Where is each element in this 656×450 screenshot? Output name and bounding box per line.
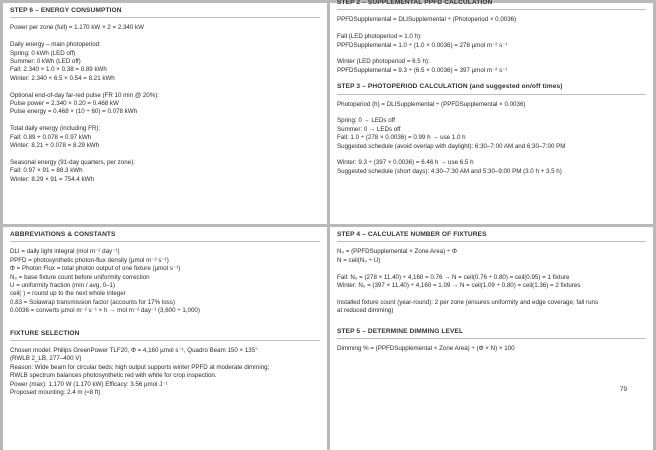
daily-energy-spring: Spring: 0 kWh (LED off) (10, 49, 76, 57)
seasonal-energy-winter: Winter: 8.29 × 91 = 754.4 kWh (10, 175, 94, 183)
fall-ppfd-calc: PPFDSupplemental = 1.0 ÷ (1.0 × 0.0036) = 278 µmol m⁻² s⁻¹ (337, 41, 508, 49)
abbreviations-heading: ABBREVIATIONS & CONSTANTS (10, 231, 320, 242)
winter-ppfd-calc: PPFDSupplemental = 9.3 ÷ (6.5 × 0.0036) = 397 µmol m⁻² s⁻¹ (337, 66, 508, 74)
pulse-energy: Pulse energy = 0.468 × (10 ÷ 60) = 0.078 kWh (10, 108, 138, 116)
ppfd-formula: PPFDSupplemental = DLISupplemental ÷ (Photoperiod × 0.0036) (337, 16, 517, 24)
seasonal-energy-fall: Fall: 0.97 × 91 = 88.3 kWh (10, 167, 83, 175)
eod-pulse-title: Optional end-of-day far-red pulse (FR 10 min @ 20%): (10, 91, 160, 99)
seasonal-energy-title: Seasonal energy (91-day quarters, per zone): (10, 158, 135, 166)
step2-heading: STEP 2 – SUPPLEMENTAL PPFD CALCULATION (337, 0, 646, 10)
abbrev-ceil: ceil( ) = round up to the next whole integer (10, 290, 126, 298)
step5-heading: STEP 5 – DETERMINE DIMMING LEVEL (337, 328, 646, 339)
daily-energy-summer: Summer: 0 kWh (LED off) (10, 58, 81, 66)
fixture-mounting: Proposed mounting: 2.4 m (≈8 ft) (10, 389, 101, 397)
fixture-count-dimming-panel (330, 227, 653, 450)
winter-fixture-calc: Winter: N₀ = (397 × 11.40) ÷ 4,160 = 1.09 → N = ceil(1.09 ÷ 0.80) = ceil(1.36) = 2 fixtures (337, 282, 581, 290)
winter-schedule: Suggested schedule (short days): 4:30–7:30 AM and 5:30–9:00 PM (3.0 h + 3.5 h) (337, 167, 562, 175)
step6-heading: STEP 6 – ENERGY CONSUMPTION (10, 7, 320, 18)
fixture-model-cont: (RWLB 2_LB, 277–400 V) (10, 355, 82, 363)
supplemental-photoperiod-panel (330, 0, 653, 224)
abbrev-dli: DLI = daily light integral (mol m⁻² day⁻¹) (10, 248, 120, 256)
daily-energy-title: Daily energy – main photoperiod: (10, 41, 101, 49)
winter-photoperiod-title: Winter (LED photoperiod = 6.5 h): (337, 58, 430, 66)
photoperiod-spring: Spring: 0 → LEDs off (337, 117, 396, 125)
daily-energy-fall: Fall: 2.340 × 1.0 × 0.38 = 0.89 kWh (10, 66, 107, 74)
photoperiod-summer: Summer: 0 → LEDs off (337, 125, 401, 133)
daily-energy-winter: Winter: 2.340 × 6.5 × 0.54 = 8.21 kWh (10, 74, 115, 82)
photoperiod-winter: Winter: 9.3 ÷ (397 × 0.0036) = 6.46 h → use 6.5 h (337, 159, 474, 167)
fixture-power: Power (max): 1,170 W (1.170 kW) Efficacy: 3.56 µmol J⁻¹ (10, 380, 168, 388)
fixture-reason-cont: RWLB spectrum balances photosynthetic red with white for crop inspection. (10, 372, 217, 380)
pulse-power: Pulse power = 2.340 × 0.20 = 0.468 kW (10, 100, 119, 108)
dimming-formula: Dimming % = (PPFDSupplemental × Zone Area) ÷ (Φ × N) × 100 (337, 345, 515, 353)
abbrev-transmission: 0.83 = Solawrap transmission factor (accounts for 17% loss) (10, 298, 175, 306)
n0-formula: N₀ = (PPFDSupplemental × Zone Area) ÷ Φ (337, 248, 457, 256)
fixture-selection-heading: FIXTURE SELECTION (10, 330, 320, 341)
fixture-reason: Reason: Wide beam for circular beds; high output supports winter PPFD at moderate dimming; (10, 363, 270, 371)
step4-heading: STEP 4 – CALCULATE NUMBER OF FIXTURES (337, 231, 646, 242)
abbrev-photon-flux: Φ = Photon Flux = total photon output of one fixture (µmol s⁻¹) (10, 265, 181, 273)
installed-fixture-count-cont: at reduced dimming) (337, 307, 394, 315)
abbrev-ppfd: PPFD = photosynthetic photon-flux density (µmol m⁻² s⁻¹) (10, 256, 169, 264)
photoperiod-fall: Fall: 1.0 ÷ (278 × 0.0036) = 0.99 h → use 1.0 h (337, 134, 466, 142)
installed-fixture-count: Installed fixture count (year-round): 2 per zone (ensures uniformity and edge coverage; fall runs (337, 298, 599, 306)
abbreviations-fixture-panel (3, 227, 327, 450)
abbrev-conversion: 0.0036 = converts µmol m⁻² s⁻¹ × h → mol m⁻² day⁻¹ (3,600 ÷ 1,000) (10, 307, 200, 315)
abbrev-uniformity: U = uniformity fraction (min / avg, 0–1) (10, 282, 116, 290)
fall-photoperiod-title: Fall (LED photoperiod = 1.0 h): (337, 33, 422, 41)
fall-schedule: Suggested schedule (avoid overlap with daylight): 6:30–7:00 AM and 6:30–7:00 PM (337, 142, 566, 150)
step3-heading: STEP 3 – PHOTOPERIOD CALCULATION (and suggested on/off times) (337, 83, 646, 94)
fall-fixture-calc: Fall: N₀ = (278 × 11.40) ÷ 4,160 = 0.76 → N = ceil(0.76 ÷ 0.80) = ceil(0.95) = 1 fixture (337, 273, 570, 281)
abbrev-n0: N₀ = base fixture count before uniformity correction (10, 273, 150, 281)
n-formula: N = ceil(N₀ ÷ U) (337, 256, 381, 264)
total-energy-title: Total daily energy (including FR): (10, 125, 101, 133)
photoperiod-formula: Photoperiod (h) = DLISupplemental ÷ (PPFDSupplemental × 0.0036) (337, 100, 526, 108)
page-number: 79 (619, 385, 627, 393)
energy-consumption-panel (3, 3, 327, 224)
fixture-model: Chosen model: Philips GreenPower TLF20, Φ = 4,160 µmol s⁻¹, Quadro Beam 150 × 135° (10, 347, 258, 355)
total-energy-winter: Winter: 8.21 + 0.078 = 8.29 kWh (10, 142, 100, 150)
power-per-zone: Power per zone (full) = 1.170 kW × 2 = 2.340 kW (10, 24, 144, 32)
total-energy-fall: Fall: 0.89 + 0.078 = 0.97 kWh (10, 133, 92, 141)
